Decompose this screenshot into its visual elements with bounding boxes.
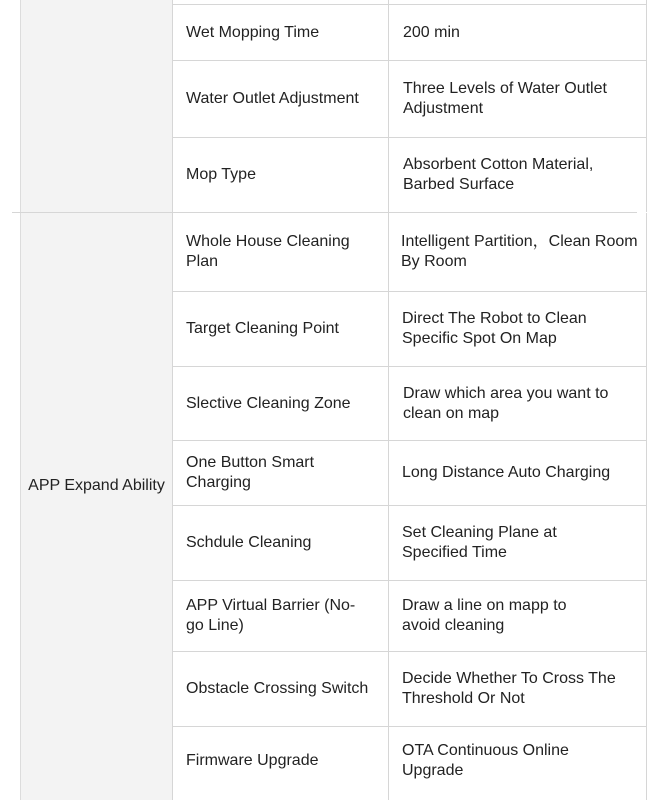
feature-cell: Mop Type (186, 166, 256, 183)
column-divider (646, 213, 647, 800)
feature-cell: Obstacle Crossing Switch (186, 680, 369, 697)
value-cell: Set Cleaning Plane at Specified Time (402, 524, 557, 561)
value-cell: Intelligent Partition，Clean Room By Room (401, 233, 638, 270)
value-cell: OTA Continuous Online Upgrade (402, 742, 569, 779)
category-cell (20, 0, 172, 212)
feature-cell: One Button Smart Charging (186, 454, 315, 491)
value-cell: Draw a line on mapp to avoid cleaning (402, 597, 567, 634)
feature-cell: APP Virtual Barrier (No-go Line) (186, 597, 356, 634)
value-cell: Draw which area you want to clean on map (403, 384, 609, 422)
feature-cell: Water Outlet Adjustment (186, 90, 359, 107)
column-divider (172, 0, 173, 800)
value-cell: Direct The Robot to Clean Specific Spot On Map (402, 310, 587, 347)
column-divider (646, 0, 647, 212)
value-cell: Three Levels of Water Outlet Adjustment (403, 80, 607, 117)
feature-cell: Slective Cleaning Zone (186, 394, 351, 412)
value-cell: Long Distance Auto Charging (402, 464, 611, 481)
value-cell: Absorbent Cotton Material, Barbed Surface (403, 156, 594, 193)
feature-cell: Whole House Cleaning Plan (186, 233, 350, 270)
feature-cell: Schdule Cleaning (186, 534, 312, 551)
category-label: APP Expand Ability (28, 477, 165, 494)
value-cell: 200 min (403, 23, 460, 41)
feature-cell: Firmware Upgrade (186, 752, 319, 769)
value-cell: Decide Whether To Cross The Threshold Or Not (402, 670, 616, 707)
feature-cell: Target Cleaning Point (186, 320, 339, 337)
feature-cell: Wet Mopping Time (186, 23, 320, 41)
category-cell (20, 213, 172, 800)
column-divider (388, 0, 389, 800)
